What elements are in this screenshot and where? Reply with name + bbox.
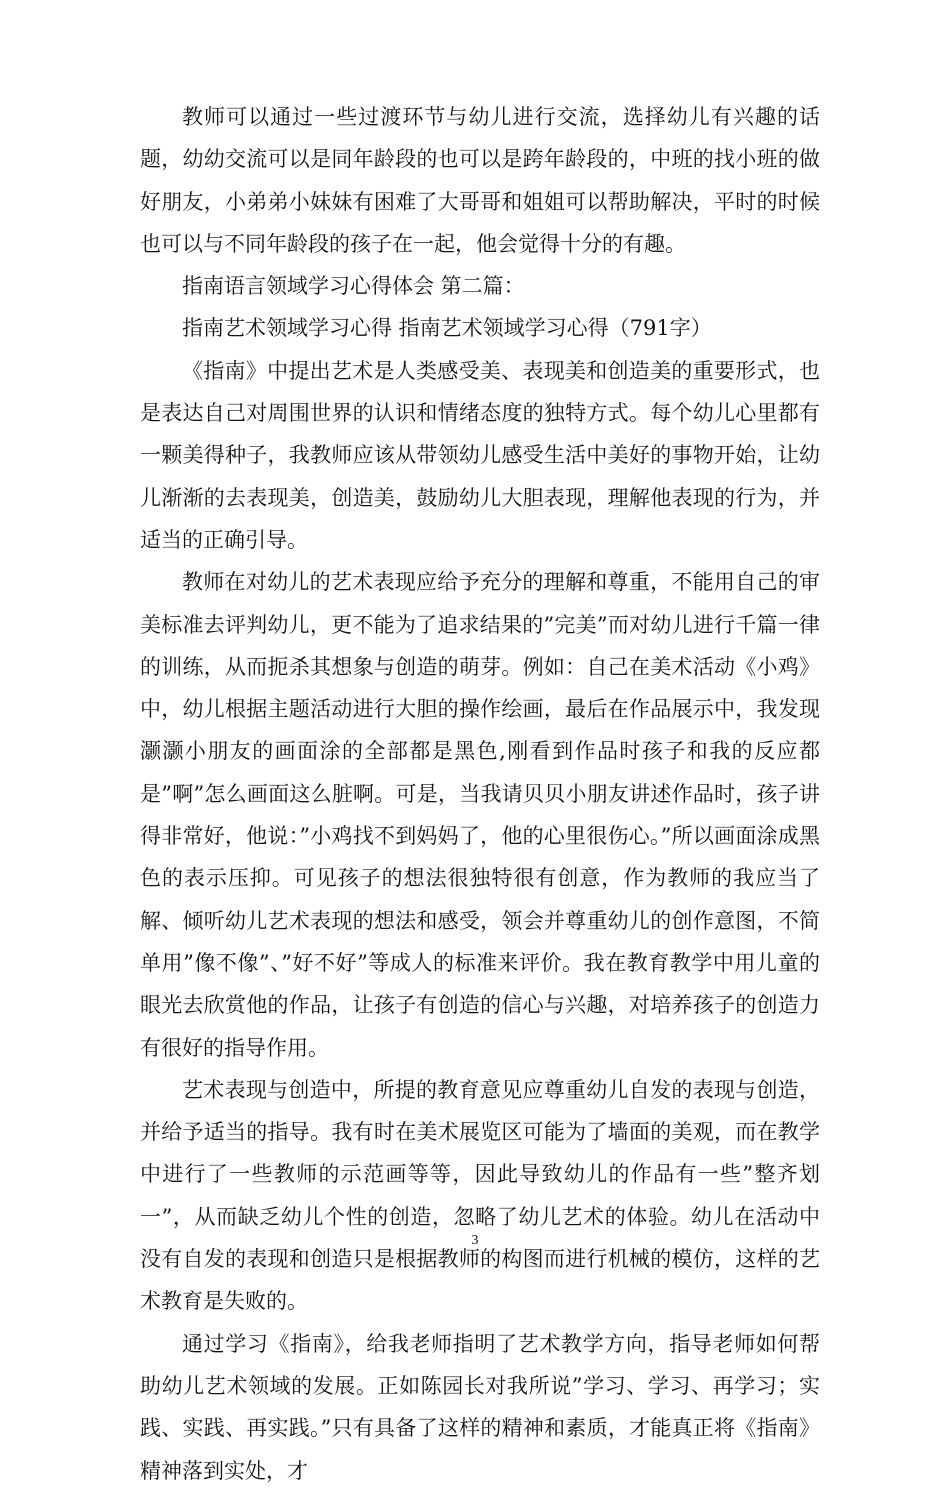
paragraph-section-heading: 指南语言领域学习心得体会 第二篇： — [182, 274, 525, 299]
paragraph-article-title: 指南艺术领域学习心得 指南艺术领域学习心得（791字） — [182, 316, 712, 341]
body-text — [140, 96, 820, 1492]
page-number: 3 — [471, 1233, 479, 1248]
paragraph-transition-communication: 教师可以通过一些过渡环节与幼儿进行交流，选择幼儿有兴趣的话题，幼幼交流可以是同年龄段的也可以是跨年龄段的，中班的找小班的做好朋友，小弟弟小妹妹有困难了大哥哥和姐姐可以帮助解决，平时的时候也可以与不同年龄段的孩子在一起，他会觉得十分的有趣。 — [140, 105, 820, 256]
paragraph-respect-expression: 教师在对幼儿的艺术表现应给予充分的理解和尊重，不能用自己的审美标准去评判幼儿，更不能为了追求结果的”完美”而对幼儿进行千篇一律的训练，从而扼杀其想象与创造的萌芽。例如：自己在美术活动《小鸡》中，幼儿根据主题活动进行大胆的操作绘画，最后在作品展示中，我发现灏灏小朋友的画面涂的全部都是黑色,刚看到作品时孩子和我的反应都是”啊”怎么画面这么脏啊。可是，当我请贝贝小朋友讲述作品时，孩子讲得非常好，他说：”小鸡找不到妈妈了，他的心里很伤心。”所以画面涂成黑色的表示压抑。可见孩子的想法很独特很有创意，作为教师的我应当了解、倾听幼儿艺术表现的想法和感受，领会并尊重幼儿的创作意图，不简单用”像不像”、”好不好”等成人的标准来评价。我在教育教学中用儿童的眼光去欣赏他的作品，让孩子有创造的信心与兴趣，对培养孩子的创造力有很好的指导作用。 — [140, 570, 820, 1060]
paragraph-art-beauty: 《指南》中提出艺术是人类感受美、表现美和创造美的重要形式，也是表达自己对周围世界的认识和情绪态度的独特方式。每个幼儿心里都有一颗美得种子，我教师应该从带领幼儿感受生活中美好的事物开始，让幼儿渐渐的去表现美，创造美，鼓励幼儿大胆表现，理解他表现的行为，并适当的正确引导。 — [140, 358, 820, 552]
paragraph-spontaneous-creation: 艺术表现与创造中，所提的教育意见应尊重幼儿自发的表现与创造，并给予适当的指导。我有时在美术展览区可能为了墙面的美观，而在教学中进行了一些教师的示范画等等，因此导致幼儿的作品有一些”整齐划一”，从而缺乏幼儿个性的创造，忽略了幼儿艺术的体验。幼儿在活动中没有自发的表现和创造只是根据教师的构图而进行机械的模仿，这样的艺术教育是失败的。 — [140, 1077, 820, 1314]
paragraph-learning-guide: 通过学习《指南》，给我老师指明了艺术教学方向，指导老师如何帮助幼儿艺术领域的发展。正如陈园长对我所说”学习、学习、再学习；实践、实践、再实践。”只有具备了这样的精神和素质，才能真正将《指南》精神落到实处，才 — [140, 1331, 820, 1483]
